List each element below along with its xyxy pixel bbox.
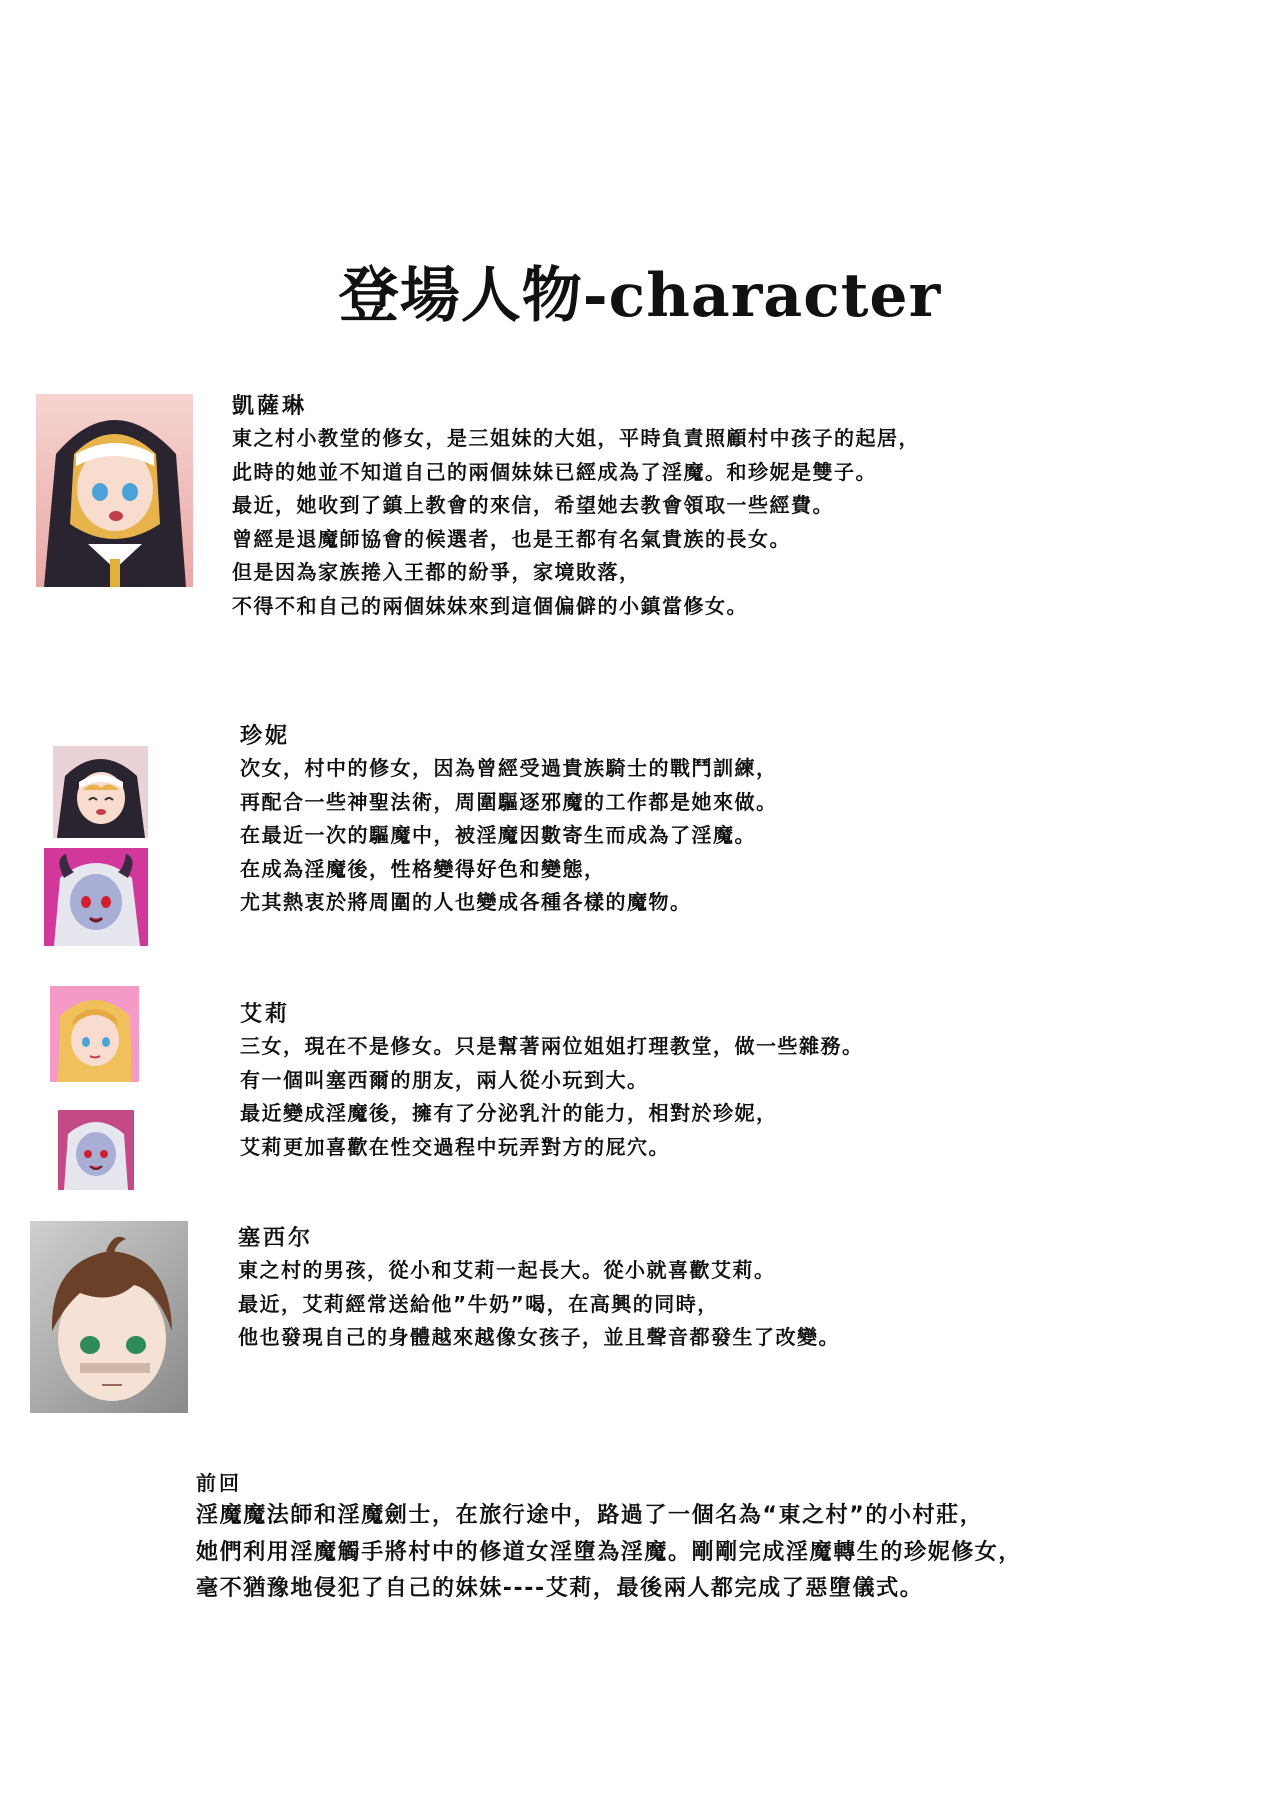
previously-heading: 前回 bbox=[196, 1471, 242, 1495]
character-jenny bbox=[240, 722, 778, 920]
character-description-line: 此時的她並不知道自己的兩個妹妹已經成為了淫魔。和珍妮是雙子。 bbox=[232, 459, 877, 484]
jenny-portrait bbox=[53, 746, 148, 838]
character-description-line: 曾經是退魔師協會的候選者，也是王都有名氣貴族的長女。 bbox=[232, 526, 791, 551]
character-name: 塞西尔 bbox=[238, 1226, 314, 1251]
previously-line: 毫不猶豫地侵犯了自己的妹妹----艾莉，最後兩人都完成了惡墮儀式。 bbox=[196, 1576, 924, 1601]
catherine-portrait bbox=[36, 394, 193, 587]
character-description-line: 在成為淫魔後，性格變得好色和變態， bbox=[240, 856, 606, 881]
demon-girl-white-hair-portrait-icon bbox=[44, 848, 148, 946]
brown-hair-boy-portrait-icon bbox=[30, 1221, 188, 1413]
previously-section bbox=[196, 1468, 1022, 1608]
cecil-portrait bbox=[30, 1221, 188, 1413]
jenny-demon-portrait bbox=[44, 848, 148, 946]
previously-line: 淫魔魔法師和淫魔劍士，在旅行途中，路過了一個名為“東之村”的小村莊， bbox=[196, 1503, 984, 1528]
nun-blonde-portrait-icon bbox=[36, 394, 193, 587]
character-description-line: 他也發現自己的身體越來越像女孩子，並且聲音都發生了改變。 bbox=[238, 1325, 840, 1350]
character-name: 珍妮 bbox=[240, 724, 291, 749]
character-catherine bbox=[232, 392, 920, 624]
page-title: 登場人物-character bbox=[338, 261, 942, 331]
character-description-line: 在最近一次的驅魔中，被淫魔因數寄生而成為了淫魔。 bbox=[240, 823, 756, 848]
character-name: 艾莉 bbox=[240, 1002, 291, 1027]
character-description-line: 尤其熱衷於將周圍的人也變成各種各樣的魔物。 bbox=[240, 890, 692, 915]
character-description-line: 艾莉更加喜歡在性交過程中玩弄對方的屁穴。 bbox=[240, 1134, 670, 1159]
character-description-line: 不得不和自己的兩個妹妹來到這個偏僻的小鎮當修女。 bbox=[232, 593, 748, 618]
character-description-line: 次女，村中的修女，因為曾經受過貴族騎士的戰鬥訓練， bbox=[240, 756, 778, 780]
character-ellie bbox=[240, 1000, 864, 1164]
ellie-portrait bbox=[50, 986, 139, 1082]
character-description-line: 東之村小教堂的修女，是三姐妹的大姐，平時負責照顧村中孩子的起居， bbox=[232, 426, 920, 450]
demon-girl-small-portrait-icon bbox=[58, 1110, 134, 1190]
character-description-line: 最近，她收到了鎮上教會的來信，希望她去教會領取一些經費。 bbox=[232, 493, 834, 518]
character-description-line: 但是因為家族捲入王都的紛爭，家境敗落， bbox=[232, 560, 641, 585]
character-description-line: 再配合一些神聖法術，周圍驅逐邪魔的工作都是她來做。 bbox=[240, 789, 778, 814]
character-description-line: 三女，現在不是修女。只是幫著兩位姐姐打理教堂，做一些雜務。 bbox=[240, 1034, 864, 1058]
character-description-line: 有一個叫塞西爾的朋友，兩人從小玩到大。 bbox=[240, 1067, 649, 1092]
character-description-line: 最近變成淫魔後，擁有了分泌乳汁的能力，相對於珍妮， bbox=[240, 1101, 778, 1126]
nun-blonde-winking-portrait-icon bbox=[53, 746, 148, 838]
ellie-demon-portrait bbox=[58, 1110, 134, 1190]
character-name: 凱薩琳 bbox=[232, 394, 308, 419]
character-description-line: 最近，艾莉經常送給他”牛奶”喝，在高興的同時， bbox=[238, 1291, 719, 1316]
blonde-girl-portrait-icon bbox=[50, 986, 139, 1082]
character-description-line: 東之村的男孩，從小和艾莉一起長大。從小就喜歡艾莉。 bbox=[238, 1258, 776, 1282]
character-cecil bbox=[238, 1224, 840, 1355]
previously-line: 她們利用淫魔觸手將村中的修道女淫墮為淫魔。剛剛完成淫魔轉生的珍妮修女， bbox=[196, 1539, 1023, 1565]
